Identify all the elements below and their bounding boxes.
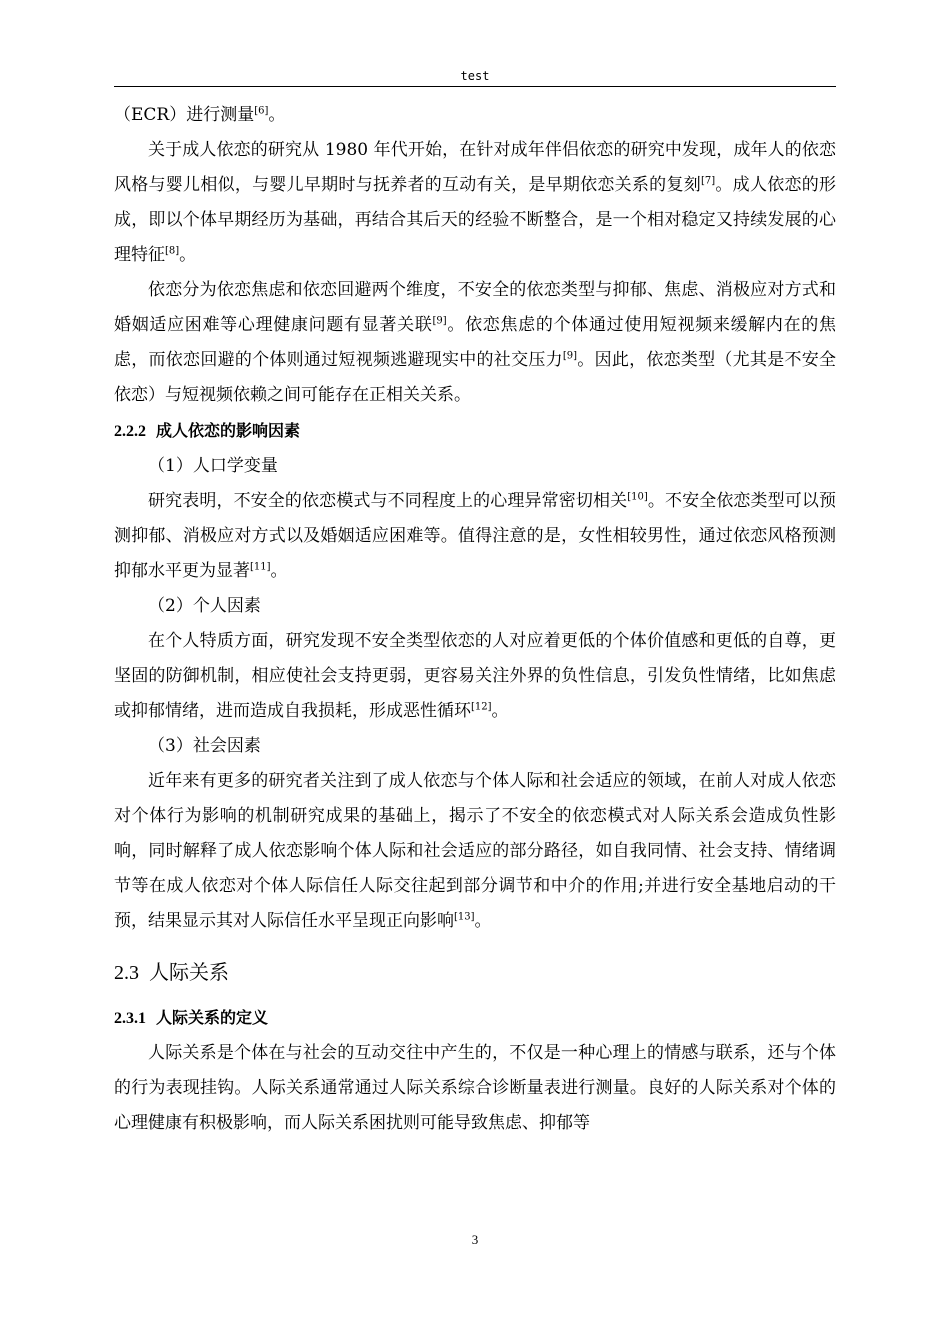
section-heading-2-3	[114, 951, 836, 994]
section-number: 2.3	[114, 962, 139, 984]
item-heading-social: （3）社会因素	[148, 736, 261, 756]
citation: [6]	[254, 105, 269, 117]
section-number: 2.3.1	[114, 1010, 146, 1027]
paragraph-ecr: （ECR）进行测量[6]。	[114, 105, 286, 125]
section-heading-2-3-1	[114, 1000, 836, 1036]
paragraph-attachment-dimensions: 依恋分为依恋焦虑和依恋回避两个维度，不安全的依恋类型与抑郁、焦虑、消极应对方式和婚姻适应困难等心理健康问题有显著关联[9]。依恋焦虑的个体通过使用短视频来缓解内在的焦虑，而依恋回避的个体则通过短视频逃避现实中的社交压力[9]。因此，依恋类型（尤其是不安全依恋）与短视频依赖之间可能存在正相关关系。	[114, 280, 837, 405]
paragraph-social: 近年来有更多的研究者关注到了成人依恋与个体人际和社会适应的领域，在前人对成人依恋对个体行为影响的机制研究成果的基础上，揭示了不安全的依恋模式对人际关系会造成负性影响，同时解释了成人依恋影响个体人际和社会适应的部分路径，如自我同情、社会支持、情绪调节等在成人依恋对个体人际信任人际交往起到部分调节和中介的作用;并进行安全基地启动的干预，结果显示其对人际信任水平呈现正向影响[13]。	[114, 771, 836, 931]
section-title: 人际关系的定义	[156, 1008, 269, 1027]
section-heading-2-2-2	[114, 413, 836, 449]
citation: [13]	[454, 911, 475, 923]
body-text	[114, 98, 836, 1141]
citation: [8]	[165, 245, 180, 257]
item-heading-personal: （2）个人因素	[148, 596, 261, 616]
page-header: test	[460, 69, 490, 83]
paragraph-demographic: 研究表明，不安全的依恋模式与不同程度上的心理异常密切相关[10]。不安全依恋类型可以预测抑郁、消极应对方式以及婚姻适应困难等。值得注意的是，女性相较男性，通过依恋风格预测抑郁水平更为显著[11]。	[114, 491, 837, 581]
citation: [7]	[700, 175, 716, 187]
citation: [9]	[432, 315, 447, 327]
paragraph-personal: 在个人特质方面，研究发现不安全类型依恋的人对应着更低的个体价值感和更低的自尊，更坚固的防御机制，相应使社会支持更弱，更容易关注外界的负性信息，引发负性情绪，比如焦虑或抑郁情绪，进而造成自我损耗，形成恶性循环[12]。	[114, 631, 836, 721]
item-heading-demographic: （1）人口学变量	[148, 456, 278, 476]
section-title: 人际关系	[149, 960, 229, 984]
paragraph-adult-attachment-history: 关于成人依恋的研究从 1980 年代开始，在针对成年伴侣依恋的研究中发现，成年人的依恋风格与婴儿相似，与婴儿早期时与抚养者的互动有关，是早期依恋关系的复刻[7]。成人依恋的形成，即以个体早期经历为基础，再结合其后天的经验不断整合，是一个相对稳定又持续发展的心理特征[8]。	[114, 140, 837, 265]
page-number: 3	[471, 1232, 479, 1247]
section-title: 成人依恋的影响因素	[156, 421, 301, 440]
section-number: 2.2.2	[114, 423, 146, 440]
citation: [12]	[471, 701, 492, 713]
citation: [11]	[250, 561, 271, 573]
header-rule	[114, 86, 836, 87]
citation: [9]	[562, 350, 578, 362]
citation: [10]	[627, 491, 648, 503]
paragraph-interpersonal-definition: 人际关系是个体在与社会的互动交往中产生的，不仅是一种心理上的情感与联系，还与个体的行为表现挂钩。人际关系通常通过人际关系综合诊断量表进行测量。良好的人际关系对个体的心理健康有积极影响，而人际关系困扰则可能导致焦虑、抑郁等	[114, 1043, 836, 1133]
